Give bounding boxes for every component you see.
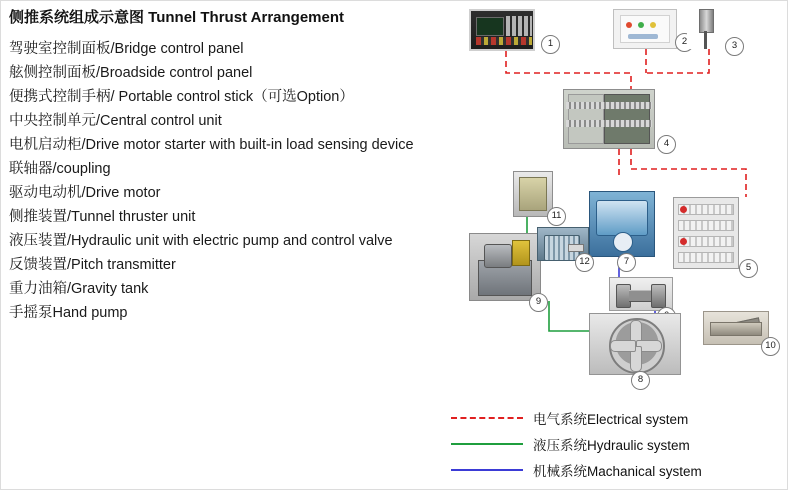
hydraulic-line-sample [451,443,523,445]
portable-control-stick-image [687,7,727,49]
system-diagram [441,1,788,401]
drive-motor-starter-image [673,197,739,269]
starter-bay [678,220,734,231]
node-badge-3: 3 [725,37,744,56]
node-hydraulic-unit[interactable] [469,233,542,307]
display-screen [476,17,504,36]
list-item: 液压装置/Hydraulic unit with electric pump and control valve [9,233,393,249]
legend-label: 机械系统Machanical system [533,464,702,479]
node-drive-motor[interactable] [589,313,681,385]
gravity-tank-image [513,171,553,217]
node-badge-8: 8 [631,371,650,390]
hydraulic-unit-image [469,233,541,301]
coupling-element [629,290,653,302]
node-drive-motor-starter[interactable] [673,197,752,273]
node-hand-pump[interactable] [703,311,776,351]
terminal-strip [566,102,652,109]
node-badge-9: 9 [529,293,548,312]
node-badge-1: 1 [541,35,560,54]
node-badge-12: 12 [575,253,594,272]
node-portable-control-stick[interactable] [687,7,738,51]
stick-body [699,9,714,33]
node-badge-10: 10 [761,337,780,356]
tunnel-thruster-unit-image [589,191,655,257]
lamp-bar-icon [628,34,658,39]
node-central-control-unit[interactable] [563,89,670,149]
pump-base [710,322,762,336]
list-item: 电机启动柜/Drive motor starter with built-in load sensing device [9,137,414,153]
hand-pump-image [703,311,769,345]
electrical-line-sample [451,417,523,419]
starter-bay [678,252,734,263]
node-pitch-transmitter[interactable] [537,227,590,267]
list-item: 中央控制单元/Central control unit [9,113,222,129]
list-item: 重力油箱/Gravity tank [9,281,149,297]
legend-label: 电气系统Electrical system [533,412,689,427]
list-item: 手摇泵Hand pump [9,305,128,321]
control-valve [512,240,530,266]
node-broadside-control-panel[interactable] [613,9,688,49]
legend-row-electrical [451,405,781,431]
page-title: 侧推系统组成示意图 Tunnel Thrust Arrangement [9,9,345,26]
lamp-red-icon [626,22,632,28]
broadside-control-panel-image [613,9,677,49]
node-coupling[interactable] [609,277,673,311]
node-badge-7: 7 [617,253,636,272]
list-item: 驾驶室控制面板/Bridge control panel [9,41,244,57]
legend-row-mechanical [451,457,781,483]
drive-motor-image [589,313,681,375]
node-badge-5: 5 [739,259,758,278]
list-item: 舷侧控制面板/Broadside control panel [9,65,253,81]
lamp-yellow-icon [650,22,656,28]
node-badge-11: 11 [547,207,566,226]
indicator-row [476,37,532,45]
list-item: 侧推装置/Tunnel thruster unit [9,209,196,225]
keypad [506,16,532,36]
component-list [9,9,459,325]
node-gravity-tank[interactable] [513,171,562,221]
central-control-unit-image [563,89,655,149]
list-item: 驱动电动机/Drive motor [9,185,161,201]
list-item: 联轴器/coupling [9,161,111,177]
node-badge-4: 4 [657,135,676,154]
thruster-hub [613,232,633,252]
coupling-hub-right [651,284,666,308]
coupling-image [609,277,673,311]
node-badge-2: 2 [675,33,694,52]
legend-row-hydraulic [451,431,781,457]
legend-key [451,405,781,483]
legend-label: 液压系统Hydraulic system [533,438,690,453]
tank-body [519,177,547,211]
node-tunnel-thruster-unit[interactable] [589,191,655,267]
thruster-tube [596,200,648,236]
node-bridge-control-panel[interactable] [469,9,554,51]
transmitter-shaft [568,244,584,252]
mechanical-line-sample [451,469,523,471]
terminal-strip [566,120,652,127]
list-item: 便携式控制手柄/ Portable control stick（可选Option） [9,89,354,105]
list-item: 反馈装置/Pitch transmitter [9,257,176,273]
status-lamp-icon [680,238,687,245]
electric-pump [484,244,512,268]
status-lamp-icon [680,206,687,213]
stick-cord [704,31,707,49]
lamp-green-icon [638,22,644,28]
bridge-control-panel-image [469,9,535,51]
propeller-blade [610,340,636,352]
